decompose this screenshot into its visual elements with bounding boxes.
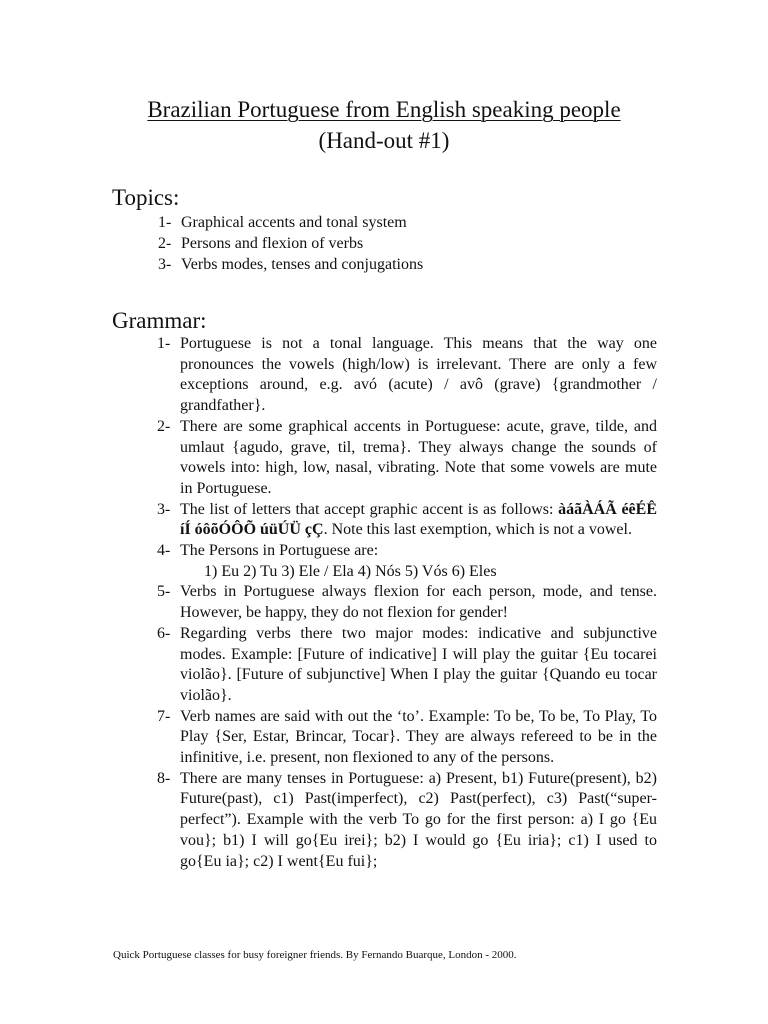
- topic-item: [158, 212, 658, 233]
- grammar-text: Regarding verbs there two major modes: indicative and subjunctive modes. Example: [Future of indicative] I will play the guitar {Eu tocarei violão}. [Future of subjunctive] When I play the guitar {Quando eu tocar violão}.: [180, 624, 657, 704]
- grammar-text: [180, 500, 657, 541]
- grammar-number: 8-: [157, 769, 171, 787]
- grammar-text: There are some graphical accents in Portuguese: acute, grave, tilde, and umlaut {agudo, grave, til, trema}. They always change the sounds of vowels into: high, low, nasal, vibrating. Note that some vowels are mute in Portuguese.: [180, 417, 657, 497]
- page-footer: Quick Portuguese classes for busy foreigner friends. By Fernando Buarque, London - 2000.: [113, 949, 517, 961]
- accented-letters: àáãÀÁÃ éêÉÊ íÍ óôõÓÔÕ úüÚÜ çÇ: [180, 500, 657, 539]
- grammar-number: 2-: [157, 417, 171, 435]
- grammar-text: Verbs in Portuguese always flexion for each person, mode, and tense. However, be happy, they do not flexion for gender!: [180, 583, 657, 622]
- grammar-heading: Grammar:: [112, 308, 207, 333]
- grammar-number: 5-: [157, 583, 171, 601]
- grammar-item: [157, 769, 657, 873]
- topic-number: 1-: [158, 214, 172, 231]
- grammar-item: [157, 707, 657, 769]
- grammar-item: [157, 500, 657, 541]
- grammar-text-before: The list of letters that accept graphic accent is as follows:: [180, 500, 559, 518]
- grammar-item: [157, 541, 657, 562]
- grammar-text-after: . Note this last exemption, which is not a vowel.: [323, 521, 632, 539]
- title-block: [0, 94, 768, 156]
- topics-list: [158, 212, 658, 275]
- document-subtitle: (Hand-out #1): [318, 128, 450, 153]
- grammar-text: Portuguese is not a tonal language. This means that the way one pronounces the vowels (high/low) is irrelevant. There are only a few exceptions around, e.g. avó (acute) / avô (grave) {grandmother / grandfather}.: [180, 335, 657, 415]
- grammar-list: [157, 334, 657, 872]
- topic-text: Persons and flexion of verbs: [181, 235, 364, 252]
- topic-item: [158, 254, 658, 275]
- topic-item: [158, 233, 658, 254]
- persons-list: 1) Eu 2) Tu 3) Ele / Ela 4) Nós 5) Vós 6) Eles: [204, 562, 497, 580]
- grammar-text: The Persons in Portuguese are:: [180, 542, 379, 560]
- grammar-number: 7-: [157, 707, 171, 725]
- topic-text: Graphical accents and tonal system: [181, 214, 407, 231]
- grammar-item: [157, 624, 657, 707]
- grammar-item: [157, 417, 657, 500]
- grammar-item: [157, 582, 657, 623]
- document-title: Brazilian Portuguese from English speaking people: [147, 97, 621, 122]
- grammar-text: There are many tenses in Portuguese: a) Present, b1) Future(present), b2) Future(past), c1) Past(imperfect), c2) Past(perfect), c3) Past(“super-perfect”). Example with the verb To go for the first person: a) I go {Eu vou}; b1) I will go{Eu irei}; b2) I would go {Eu iria}; c1) I used to go{Eu ia}; c2) I went{Eu fui};: [180, 769, 657, 870]
- grammar-number: 3-: [157, 500, 171, 518]
- grammar-item: [157, 334, 657, 417]
- grammar-number: 1-: [157, 335, 171, 352]
- grammar-text: Verb names are said with out the ‘to’. Example: To be, To be, To Play, To Play {Ser, Estar, Brincar, Tocar}. They are always refereed to be in the infinitive, i.e. present, non flexioned to any of the persons.: [180, 707, 657, 767]
- topic-text: Verbs modes, tenses and conjugations: [181, 256, 424, 273]
- topic-number: 3-: [158, 256, 172, 273]
- grammar-number: 6-: [157, 624, 171, 642]
- topic-number: 2-: [158, 235, 172, 252]
- topics-heading: Topics:: [112, 185, 180, 210]
- grammar-number: 4-: [157, 542, 171, 560]
